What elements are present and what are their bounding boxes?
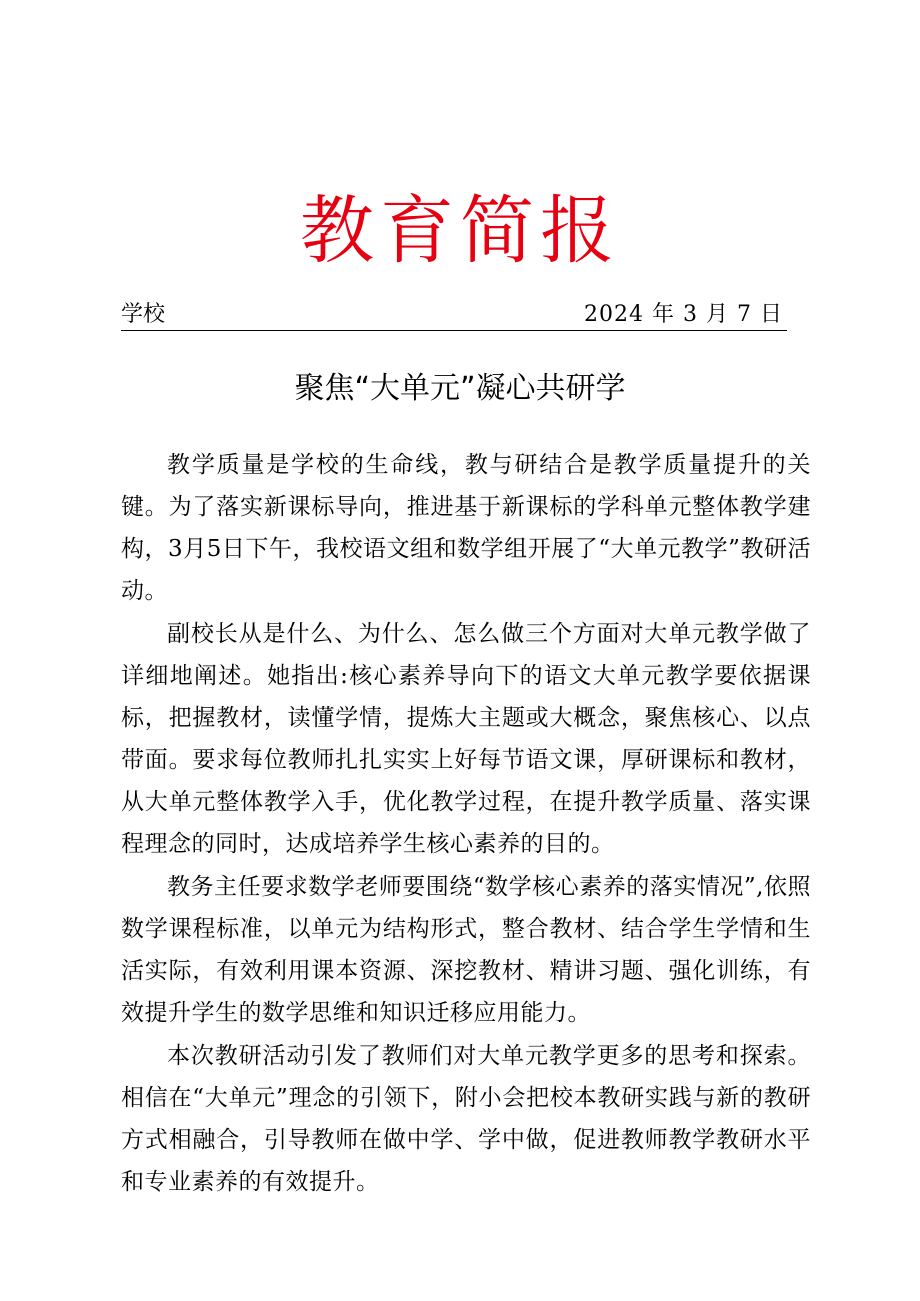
paragraph-3: 教务主任要求数学老师要围绕“数学核心素养的落实情况”,依照数学课程标准，以单元为结构形式，整合教材、结合学生学情和生活实际，有效利用课本资源、深挖教材、精讲习题、强化训练，有效提升学生的数学思维和知识迁移应用能力。 (121, 874, 811, 1026)
issue-date: 2024 年 3 月 7 日 (584, 302, 783, 327)
paragraph-4: 本次教研活动引发了教师们对大单元教学更多的思考和探索。相信在“大单元”理念的引领下，附小会把校本教研实践与新的教研方式相融合，引导教师在做中学、学中做，促进教师教学教研水平和专业素养的有效提升。 (121, 1043, 811, 1195)
header-info-line (121, 300, 787, 331)
newsletter-masthead: 教育简报 (300, 188, 620, 274)
article-title: 聚焦“大单元”凝心共研学 (294, 371, 626, 406)
paragraph-2: 副校长从是什么、为什么、怎么做三个方面对大单元教学做了详细地阐述。她指出:核心素养导向下的语文大单元教学要依据课标，把握教材，读懂学情，提炼大主题或大概念，聚焦核心、以点带面。要求每位教师扎扎实实上好每节语文课，厚研课标和教材，从大单元整体教学入手，优化教学过程，在提升教学质量、落实课程理念的同时，达成培养学生核心素养的目的。 (121, 621, 811, 857)
paragraph-1: 教学质量是学校的生命线，教与研结合是教学质量提升的关键。为了落实新课标导向，推进基于新课标的学科单元整体教学建构，3月5日下午，我校语文组和数学组开展了“大单元教学”教研活动。 (121, 452, 811, 604)
school-label: 学校 (121, 302, 166, 327)
article-body (121, 444, 811, 1204)
